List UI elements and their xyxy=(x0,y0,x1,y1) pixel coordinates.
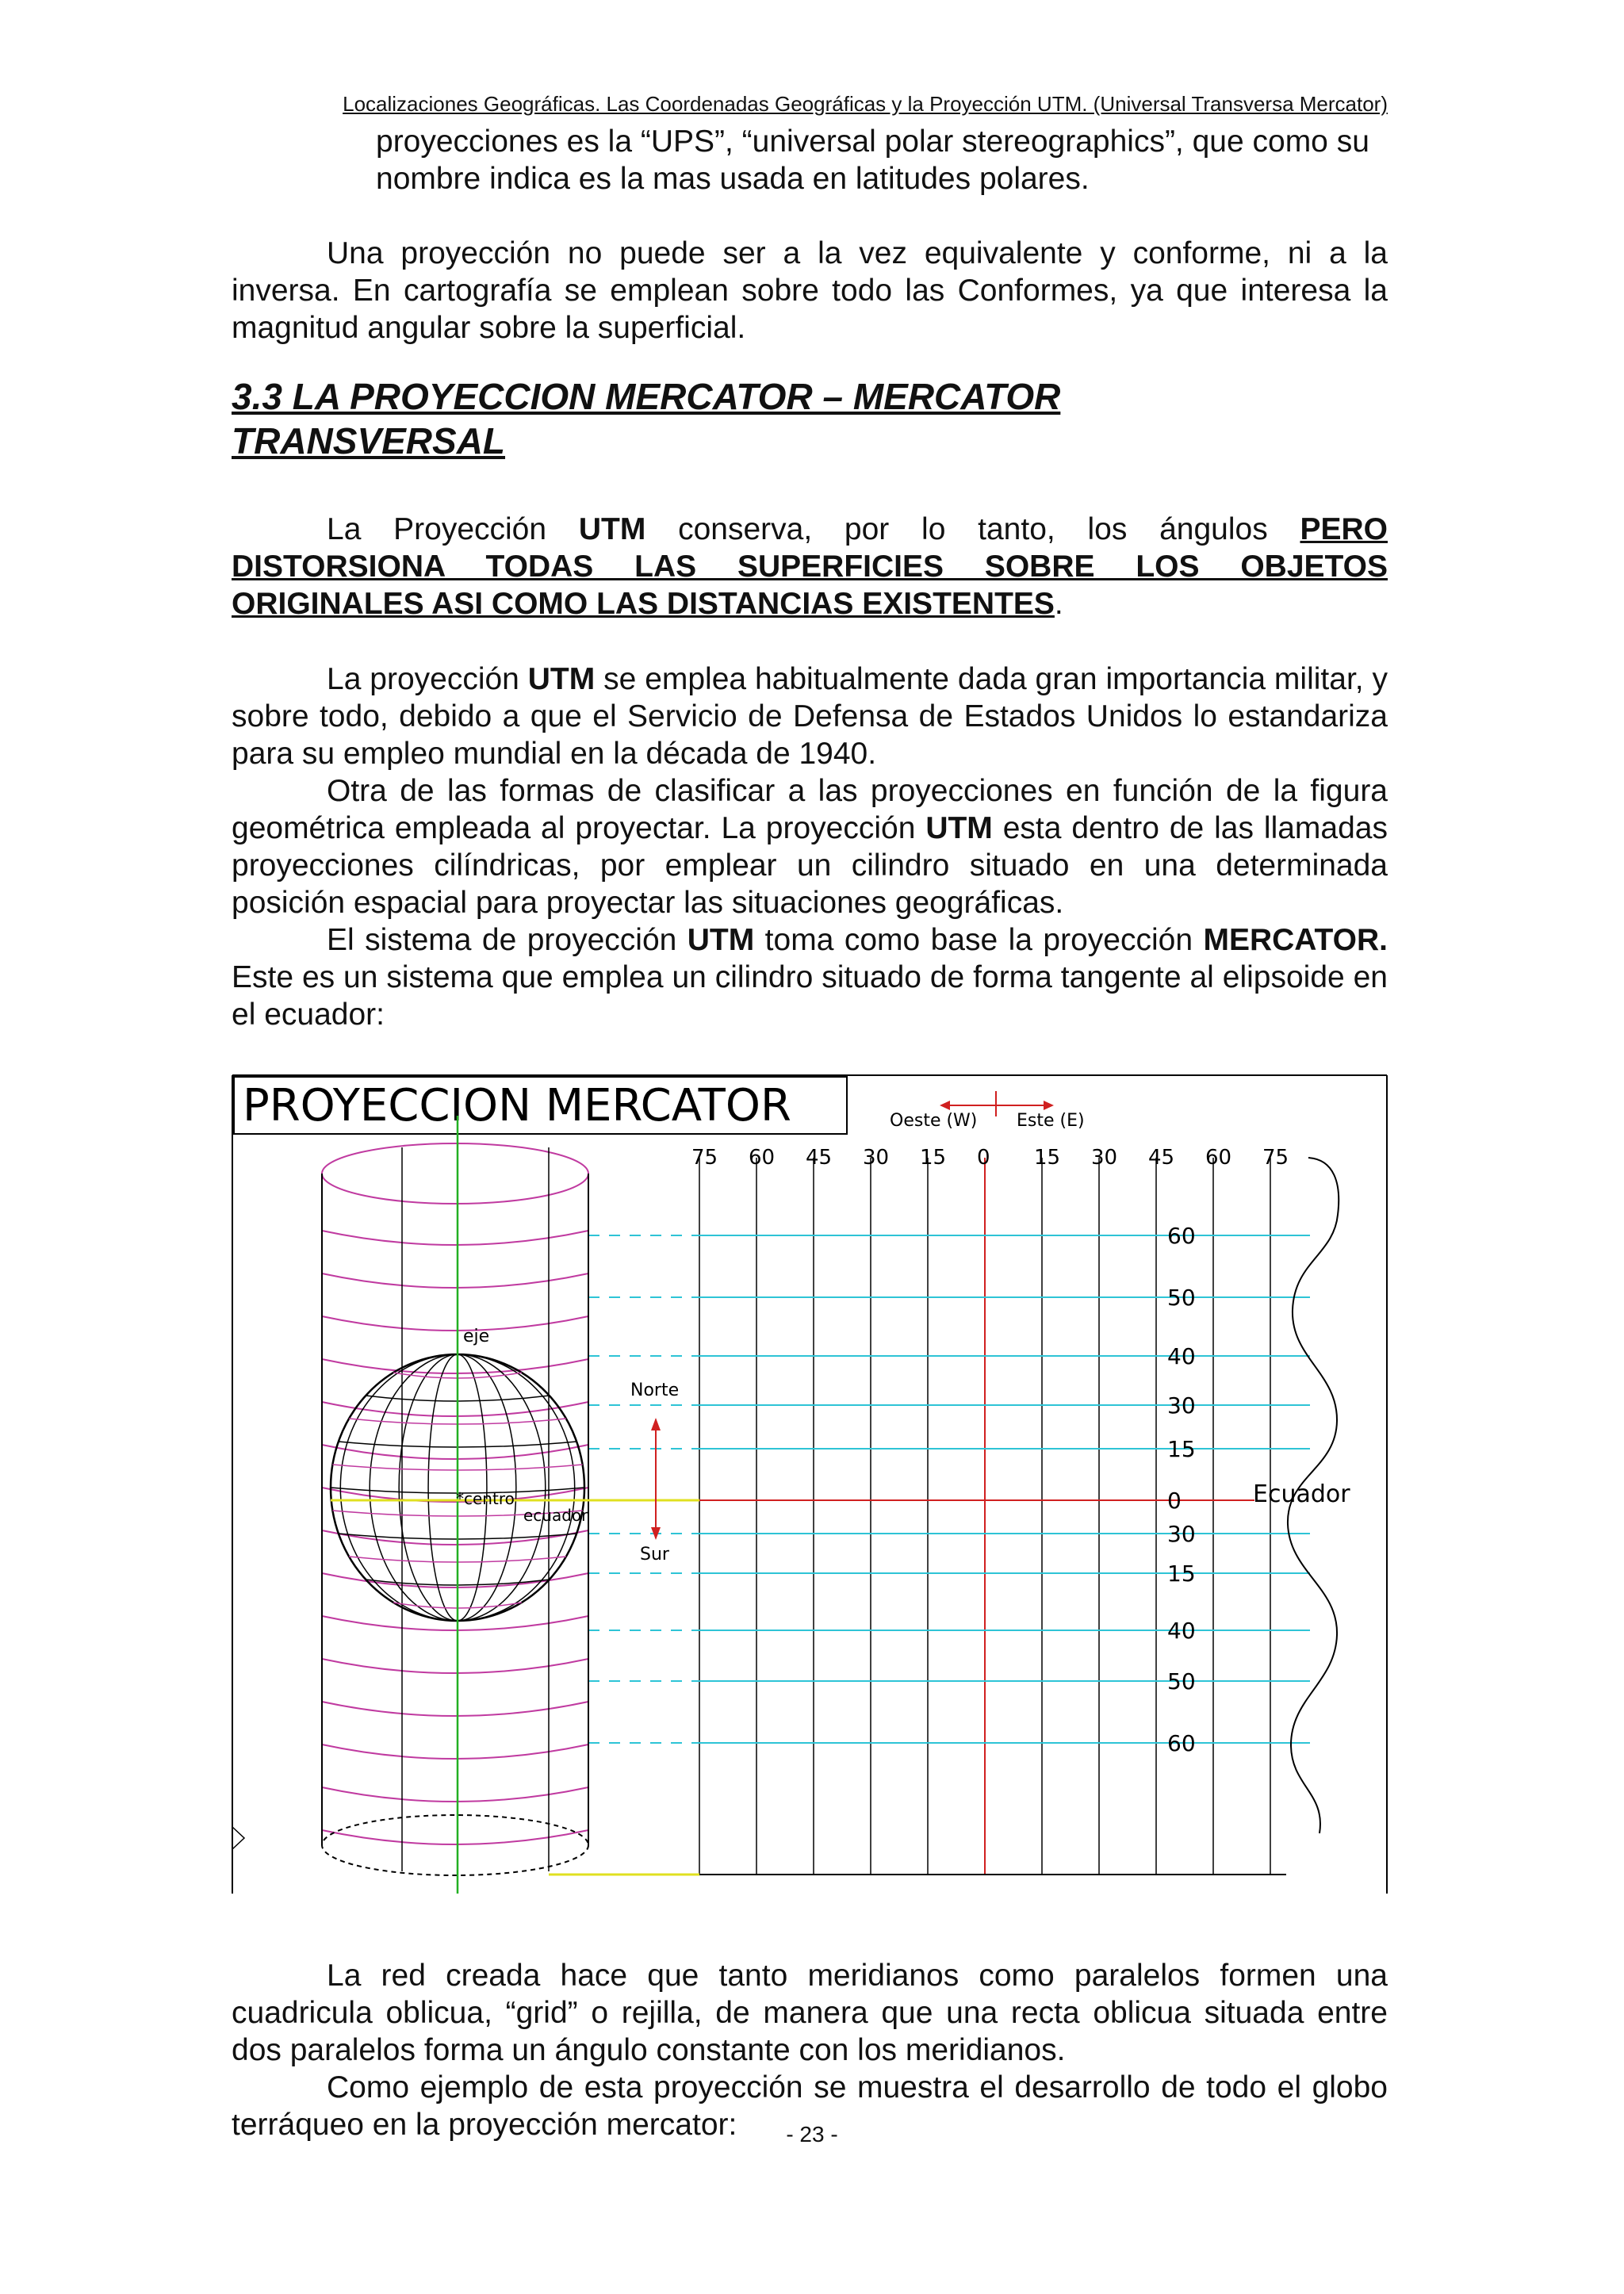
latitude-tick-label: 50 xyxy=(1167,1285,1196,1311)
text-run: . xyxy=(1054,587,1063,621)
text-run: La proyección xyxy=(327,662,528,696)
text-run: esta dentro de las llamadas proyecciones cilíndricas, por emplear un cilindro situado en una determinada posición espacial para proyectar las situaciones geográficas. xyxy=(232,811,1388,920)
longitude-tick-label: 30 xyxy=(1091,1146,1118,1170)
utm-emphasis: UTM xyxy=(925,811,993,845)
distortion-emphasis: PERO DISTORSIONA TODAS LAS SUPERFICIES SOBRE LOS OBJETOS ORIGINALES ASI COMO LAS DISTANCIAS EXISTENTES xyxy=(232,512,1388,621)
longitude-tick-label: 60 xyxy=(1205,1146,1232,1170)
latitude-tick-label: 60 xyxy=(1167,1730,1196,1756)
longitude-tick-label: 75 xyxy=(1262,1146,1289,1170)
ecuador-small-label: ecuador xyxy=(523,1506,588,1525)
projection-grid xyxy=(588,1146,1310,1875)
paragraph-mercator-base xyxy=(232,921,1388,1033)
bullet-continuation: proyecciones es la “UPS”, “universal polar stereographics”, que como su nombre indica es la mas usada en latitudes polares. xyxy=(376,124,1369,196)
oeste-label: Oeste (W) xyxy=(890,1111,978,1131)
latitude-tick-label: 40 xyxy=(1167,1618,1196,1644)
latitude-tick-label: 15 xyxy=(1167,1561,1196,1587)
west-arrowhead xyxy=(940,1101,950,1110)
paragraph-ejemplo: Como ejemplo de esta proyección se muestra el desarrollo de todo el globo terráqueo en la proyección mercator: xyxy=(232,2070,1388,2142)
paragraph-utm-militar xyxy=(232,661,1388,772)
mercator-emphasis: MERCATOR. xyxy=(1203,923,1388,957)
latitude-tick-label: 40 xyxy=(1167,1343,1196,1369)
figure-title: PROYECCION MERCATOR xyxy=(243,1080,791,1132)
longitude-tick-label: 75 xyxy=(691,1146,718,1170)
mercator-diagram xyxy=(232,1072,1388,1894)
utm-emphasis: UTM xyxy=(578,512,646,546)
centro-label: *centro xyxy=(456,1489,515,1508)
text-run: Otra de las formas de clasificar a las proyecciones en función de la figura geométrica empleada al proyectar. La proyección xyxy=(232,774,1388,845)
este-label: Este (E) xyxy=(1017,1111,1085,1131)
longitude-tick-label: 60 xyxy=(749,1146,776,1170)
longitude-tick-label: 15 xyxy=(920,1146,947,1170)
longitude-tick-label: 45 xyxy=(806,1146,833,1170)
mercator-figure xyxy=(232,1072,1388,1894)
utm-emphasis: UTM xyxy=(687,923,755,957)
norte-label: Norte xyxy=(630,1381,680,1400)
text-run: La Proyección xyxy=(327,512,579,546)
text-run: toma como base la proyección xyxy=(754,923,1204,957)
longitude-tick-label: 30 xyxy=(863,1146,890,1170)
running-header: Localizaciones Geográficas. Las Coordenadas Geográficas y la Proyección UTM. (Universal Transversa Mercator) xyxy=(343,92,1388,116)
longitude-tick-label: 45 xyxy=(1148,1146,1175,1170)
utm-emphasis: UTM xyxy=(527,662,596,696)
text-run: Este es un sistema que emplea un cilindro situado de forma tangente al elipsoide en el ecuador: xyxy=(232,960,1388,1032)
paragraph-red-creada: La red creada hace que tanto meridianos como paralelos formen una cuadricula oblicua, “grid” o rejilla, de manera que una recta oblicua situada entre dos paralelos forma un ángulo constante con los meridianos. xyxy=(232,1959,1388,2067)
latitude-tick-label: 60 xyxy=(1167,1223,1196,1249)
text-run: conserva, por lo tanto, los ángulos xyxy=(645,512,1300,546)
longitude-tick-label: 0 xyxy=(977,1146,990,1170)
north-arrowhead xyxy=(651,1418,661,1430)
latitude-tick-label: 0 xyxy=(1167,1488,1182,1514)
paragraph-utm-angulos xyxy=(232,511,1388,622)
latitude-tick-label: 50 xyxy=(1167,1668,1196,1695)
east-arrowhead xyxy=(1044,1101,1054,1110)
text-run: se emplea habitualmente dada gran importancia militar, y sobre todo, debido a que el Servicio de Defensa de Estados Unidos lo estandariza para su empleo mundial en la década de 1940. xyxy=(232,662,1388,771)
left-marker xyxy=(232,1827,244,1849)
text-run: El sistema de proyección xyxy=(327,923,688,957)
latitude-tick-label: 30 xyxy=(1167,1521,1196,1547)
eje-label: eje xyxy=(463,1327,490,1346)
latitude-tick-label: 15 xyxy=(1167,1436,1196,1462)
page-number: - 23 - xyxy=(786,2122,838,2147)
sur-label: Sur xyxy=(640,1545,669,1564)
latitude-tick-label: 30 xyxy=(1167,1392,1196,1419)
paragraph-cilindricas xyxy=(232,772,1388,921)
longitude-tick-label: 15 xyxy=(1034,1146,1061,1170)
section-title: 3.3 LA PROYECCION MERCATOR – MERCATOR TRANSVERSAL xyxy=(232,376,1061,461)
ecuador-label: Ecuador xyxy=(1253,1480,1350,1508)
paragraph-conformes: Una proyección no puede ser a la vez equivalente y conforme, ni a la inversa. En cartografía se emplean sobre todo las Conformes, ya que interesa la magnitud angular sobre la superficial. xyxy=(232,236,1388,345)
